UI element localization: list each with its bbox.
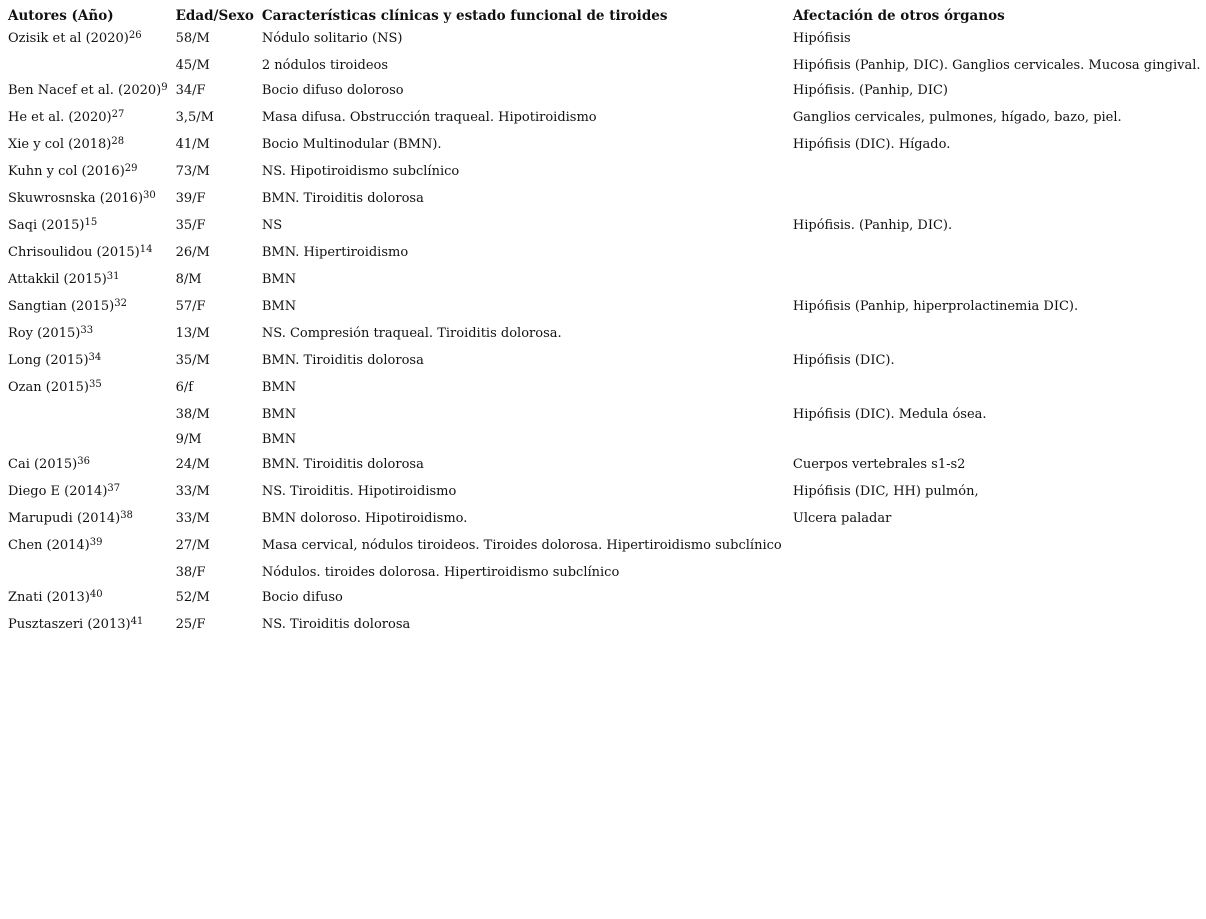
clinical-cell: BMN. Tiroiditis dolorosa bbox=[261, 457, 424, 472]
table-row bbox=[4, 405, 1204, 430]
table-row bbox=[4, 243, 1204, 270]
author-cell bbox=[4, 405, 172, 430]
age-sex-cell: 13/M bbox=[175, 326, 210, 341]
organs-cell bbox=[789, 270, 1205, 297]
author-cell bbox=[4, 324, 172, 351]
age-sex-cell: 35/M bbox=[175, 353, 210, 368]
author-name: Saqi (2015) bbox=[8, 218, 85, 233]
author-cell bbox=[4, 29, 172, 56]
reference-number: 39 bbox=[89, 537, 103, 548]
organs-cell bbox=[789, 588, 1205, 615]
author-cell bbox=[4, 482, 172, 509]
age-sex-cell: 3,5/M bbox=[175, 110, 214, 125]
table-row bbox=[4, 162, 1204, 189]
organs-cell: Hipófisis (DIC). Hígado. bbox=[792, 137, 951, 152]
clinical-cell: BMN bbox=[261, 299, 297, 314]
table-row bbox=[4, 81, 1204, 108]
organs-cell bbox=[789, 378, 1205, 405]
reference-number: 36 bbox=[77, 456, 90, 467]
author-name: Ozisik et al (2020) bbox=[8, 31, 129, 46]
age-sex-cell: 33/M bbox=[175, 511, 210, 526]
table-body bbox=[4, 29, 1204, 642]
age-sex-cell: 35/F bbox=[175, 218, 206, 233]
age-sex-cell: 58/M bbox=[175, 31, 210, 46]
author-cell bbox=[4, 135, 172, 162]
reference-number: 35 bbox=[89, 379, 102, 390]
reference-number: 27 bbox=[111, 109, 125, 120]
table-row bbox=[4, 378, 1204, 405]
author-cell bbox=[4, 56, 172, 81]
author-cell bbox=[4, 430, 172, 455]
reference-number: 33 bbox=[80, 325, 94, 336]
reference-number: 31 bbox=[106, 271, 120, 282]
table-row bbox=[4, 509, 1204, 536]
table-row bbox=[4, 351, 1204, 378]
author-name: Sangtian (2015) bbox=[8, 299, 115, 314]
organs-cell: Cuerpos vertebrales s1-s2 bbox=[792, 457, 966, 472]
header-organs: Afectación de otros órganos bbox=[792, 8, 1005, 24]
clinical-cell: Nódulo solitario (NS) bbox=[261, 31, 403, 46]
organs-cell: Hipófisis (DIC, HH) pulmón, bbox=[792, 484, 979, 499]
clinical-cell: 2 nódulos tiroideos bbox=[261, 58, 389, 73]
clinical-cell: NS. Compresión traqueal. Tiroiditis dolorosa. bbox=[261, 326, 562, 341]
organs-cell: Hipófisis (DIC). bbox=[792, 353, 895, 368]
age-sex-cell: 27/M bbox=[175, 538, 210, 553]
author-cell bbox=[4, 189, 172, 216]
age-sex-cell: 41/M bbox=[175, 137, 210, 152]
table-row bbox=[4, 189, 1204, 216]
author-cell bbox=[4, 216, 172, 243]
table-row bbox=[4, 135, 1204, 162]
author-name: Roy (2015) bbox=[8, 326, 81, 341]
clinical-cell: BMN bbox=[261, 407, 297, 422]
author-cell bbox=[4, 509, 172, 536]
organs-cell bbox=[789, 615, 1205, 642]
clinical-cell: BMN. Hipertiroidismo bbox=[261, 245, 409, 260]
organs-cell: Hipófisis (DIC). Medula ósea. bbox=[792, 407, 987, 422]
author-name: Attakkil (2015) bbox=[8, 272, 107, 287]
organs-cell: Hipófisis. (Panhip, DIC) bbox=[792, 83, 949, 98]
table-row bbox=[4, 56, 1204, 81]
author-name: Skuwrosnska (2016) bbox=[8, 191, 144, 206]
author-cell bbox=[4, 270, 172, 297]
author-name: Ozan (2015) bbox=[8, 380, 89, 395]
organs-cell bbox=[789, 243, 1205, 270]
author-name: Xie y col (2018) bbox=[8, 137, 112, 152]
author-cell bbox=[4, 81, 172, 108]
header-clinical: Características clínicas y estado funcional de tiroides bbox=[261, 8, 668, 24]
organs-cell bbox=[789, 430, 1205, 455]
age-sex-cell: 33/M bbox=[175, 484, 210, 499]
reference-number: 38 bbox=[120, 510, 133, 521]
author-cell bbox=[4, 108, 172, 135]
table-row bbox=[4, 536, 1204, 563]
author-cell bbox=[4, 162, 172, 189]
clinical-cell: NS bbox=[261, 218, 283, 233]
table-row bbox=[4, 29, 1204, 56]
clinical-cell: Masa cervical, nódulos tiroideos. Tiroides dolorosa. Hipertiroidismo subclínico bbox=[261, 538, 782, 553]
age-sex-cell: 73/M bbox=[175, 164, 210, 179]
organs-cell: Hipófisis (Panhip, DIC). Ganglios cervicales. Mucosa gingival. bbox=[792, 58, 1201, 73]
author-cell bbox=[4, 378, 172, 405]
reference-number: 34 bbox=[88, 352, 102, 363]
header-author: Autores (Año) bbox=[8, 8, 114, 24]
organs-cell: Ganglios cervicales, pulmones, hígado, bazo, piel. bbox=[792, 110, 1122, 125]
clinical-cell: Nódulos. tiroides dolorosa. Hipertiroidismo subclínico bbox=[261, 565, 620, 580]
clinical-cell: NS. Hipotiroidismo subclínico bbox=[261, 164, 460, 179]
clinical-cell: NS. Tiroiditis dolorosa bbox=[261, 617, 411, 632]
clinical-cell: BMN doloroso. Hipotiroidismo. bbox=[261, 511, 468, 526]
author-name: Diego E (2014) bbox=[8, 484, 108, 499]
clinical-cell: Bocio difuso bbox=[261, 590, 343, 605]
case-table bbox=[4, 5, 1204, 642]
age-sex-cell: 38/F bbox=[175, 565, 206, 580]
reference-number: 14 bbox=[139, 244, 153, 255]
reference-number: 30 bbox=[143, 190, 156, 201]
age-sex-cell: 39/F bbox=[175, 191, 206, 206]
clinical-cell: Bocio Multinodular (BMN). bbox=[261, 137, 442, 152]
author-name: Long (2015) bbox=[8, 353, 89, 368]
clinical-cell: BMN bbox=[261, 272, 297, 287]
reference-number: 9 bbox=[161, 82, 168, 93]
organs-cell bbox=[789, 162, 1205, 189]
author-name: Chrisoulidou (2015) bbox=[8, 245, 140, 260]
clinical-cell: BMN bbox=[261, 380, 297, 395]
age-sex-cell: 34/F bbox=[175, 83, 206, 98]
clinical-cell: BMN. Tiroiditis dolorosa bbox=[261, 353, 424, 368]
table-row bbox=[4, 108, 1204, 135]
age-sex-cell: 6/f bbox=[175, 380, 194, 395]
table-row bbox=[4, 270, 1204, 297]
table-row bbox=[4, 588, 1204, 615]
author-cell bbox=[4, 536, 172, 563]
organs-cell: Ulcera paladar bbox=[792, 511, 892, 526]
author-cell bbox=[4, 297, 172, 324]
table-row bbox=[4, 297, 1204, 324]
clinical-cell: BMN bbox=[261, 432, 297, 447]
table-row bbox=[4, 482, 1204, 509]
reference-number: 26 bbox=[128, 30, 142, 41]
organs-cell bbox=[789, 324, 1205, 351]
author-cell bbox=[4, 615, 172, 642]
organs-cell bbox=[789, 563, 1205, 588]
author-cell bbox=[4, 588, 172, 615]
table-row bbox=[4, 324, 1204, 351]
organs-cell: Hipófisis (Panhip, hiperprolactinemia DIC). bbox=[792, 299, 1079, 314]
reference-number: 29 bbox=[124, 163, 138, 174]
age-sex-cell: 9/M bbox=[175, 432, 202, 447]
table-row bbox=[4, 563, 1204, 588]
clinical-cell: BMN. Tiroiditis dolorosa bbox=[261, 191, 424, 206]
author-cell bbox=[4, 243, 172, 270]
reference-number: 32 bbox=[114, 298, 127, 309]
age-sex-cell: 38/M bbox=[175, 407, 210, 422]
reference-number: 40 bbox=[89, 589, 103, 600]
author-name: Marupudi (2014) bbox=[8, 511, 121, 526]
author-cell bbox=[4, 455, 172, 482]
age-sex-cell: 57/F bbox=[175, 299, 206, 314]
table-row bbox=[4, 615, 1204, 642]
organs-cell bbox=[789, 189, 1205, 216]
header-age-sex: Edad/Sexo bbox=[175, 8, 254, 24]
age-sex-cell: 26/M bbox=[175, 245, 210, 260]
organs-cell: Hipófisis bbox=[792, 31, 851, 46]
age-sex-cell: 24/M bbox=[175, 457, 210, 472]
table-row bbox=[4, 430, 1204, 455]
author-name: He et al. (2020) bbox=[8, 110, 112, 125]
clinical-cell: NS. Tiroiditis. Hipotiroidismo bbox=[261, 484, 457, 499]
clinical-cell: Bocio difuso doloroso bbox=[261, 83, 404, 98]
header-row bbox=[4, 5, 1204, 29]
reference-number: 15 bbox=[84, 217, 98, 228]
age-sex-cell: 8/M bbox=[175, 272, 202, 287]
organs-cell: Hipófisis. (Panhip, DIC). bbox=[792, 218, 953, 233]
organs-cell bbox=[789, 536, 1205, 563]
author-name: Cai (2015) bbox=[8, 457, 78, 472]
author-name: Kuhn y col (2016) bbox=[8, 164, 125, 179]
age-sex-cell: 45/M bbox=[175, 58, 210, 73]
table-row bbox=[4, 216, 1204, 243]
author-name: Znati (2013) bbox=[8, 590, 90, 605]
clinical-cell: Masa difusa. Obstrucción traqueal. Hipotiroidismo bbox=[261, 110, 597, 125]
age-sex-cell: 52/M bbox=[175, 590, 210, 605]
author-name: Ben Nacef et al. (2020) bbox=[8, 83, 162, 98]
reference-number: 37 bbox=[107, 483, 121, 494]
author-name: Chen (2014) bbox=[8, 538, 90, 553]
author-name: Pusztaszeri (2013) bbox=[8, 617, 131, 632]
author-cell bbox=[4, 563, 172, 588]
table-row bbox=[4, 455, 1204, 482]
age-sex-cell: 25/F bbox=[175, 617, 206, 632]
reference-number: 28 bbox=[111, 136, 125, 147]
reference-number: 41 bbox=[130, 616, 144, 627]
author-cell bbox=[4, 351, 172, 378]
